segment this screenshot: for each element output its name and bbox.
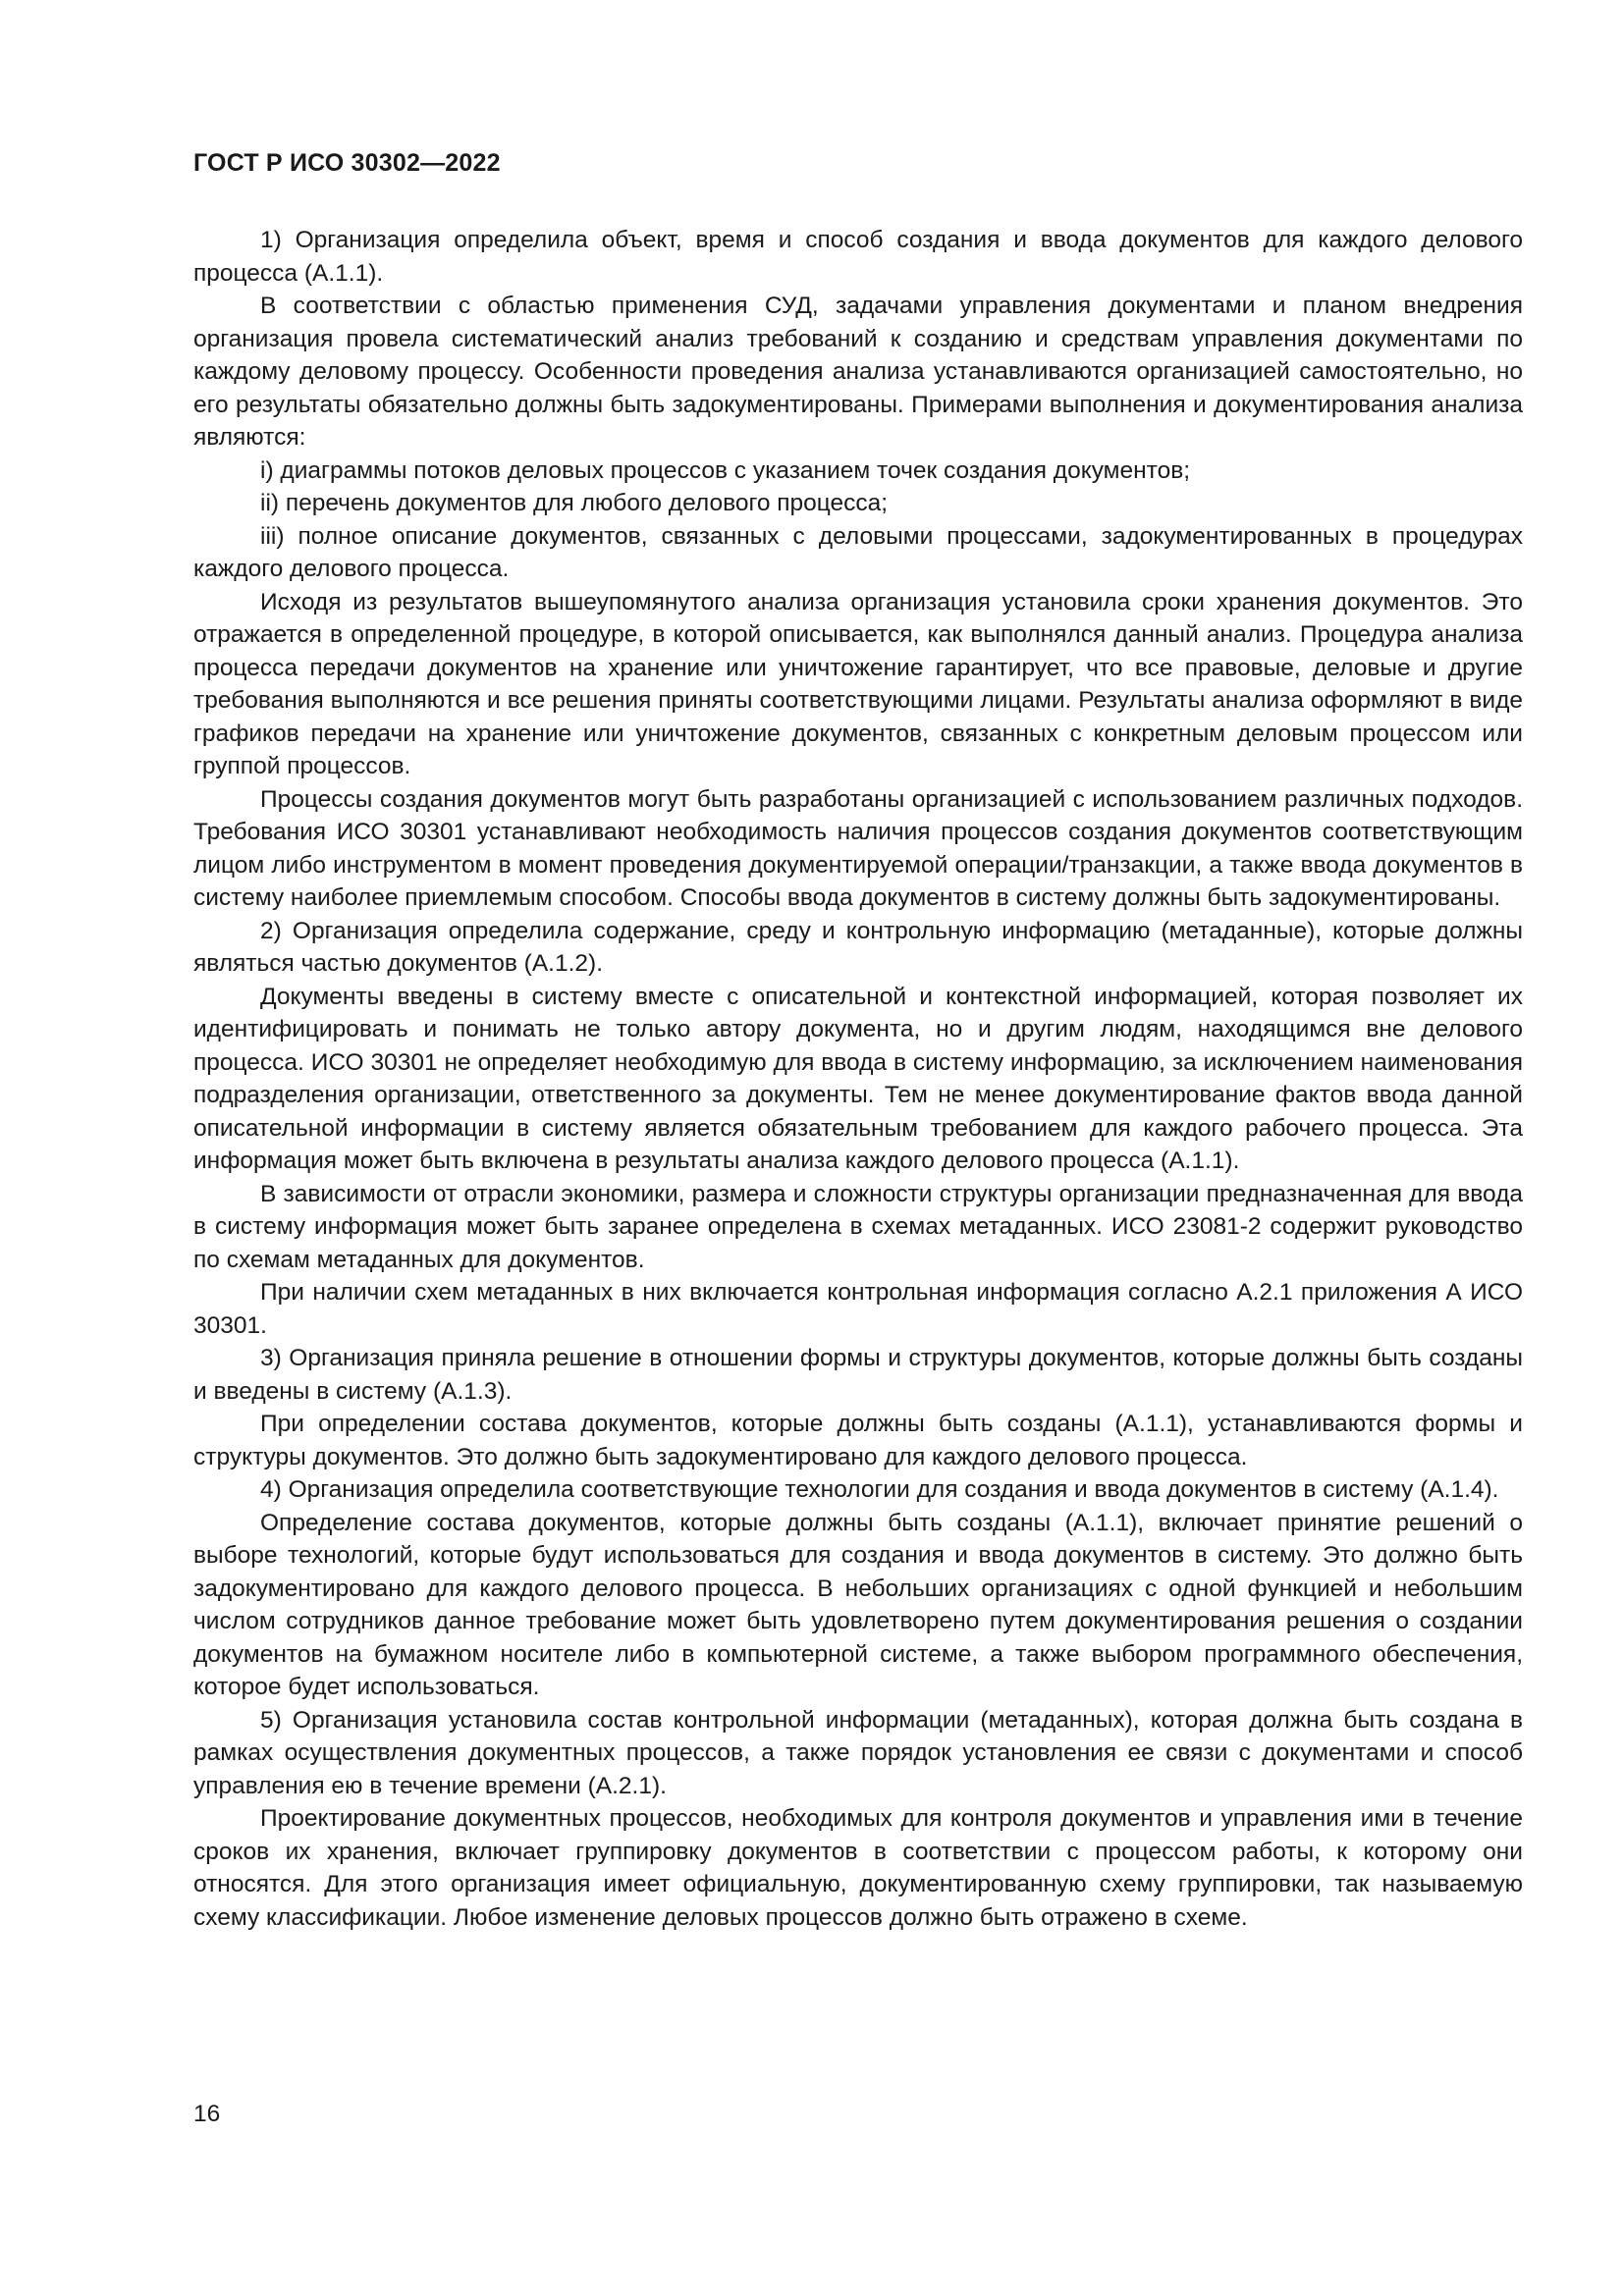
document-header: ГОСТ Р ИСО 30302—2022: [193, 149, 501, 177]
paragraph-item-4: 4) Организация определила соответствующие технологии для создания и ввода документов в систему (A.1.4).: [260, 1476, 1499, 1503]
paragraph-1: 1) Организация определила объект, время и способ создания и ввода документов для каждого делового процесса (A.1.1).: [193, 227, 1523, 287]
paragraph-item-3: 3) Организация приняла решение в отношении формы и структуры документов, которые должны быть созданы и введены в систему (A.1.3).: [193, 1345, 1523, 1405]
paragraph-metadata-schemes: В зависимости от отрасли экономики, размера и сложности структуры организации предназначенная для ввода в систему информация может быть заранее определена в схемах метаданных. ИСО 23081-2 содержит руководство по схемам метаданных для документов.: [193, 1180, 1523, 1273]
paragraph-control-info: При наличии схем метаданных в них включается контрольная информация согласно A.2.1 приложения А ИСО 30301.: [193, 1279, 1523, 1339]
list-item-ii: ii) перечень документов для любого делового процесса;: [260, 490, 889, 516]
page-number: 16: [193, 2101, 221, 2127]
paragraph-retention: Исходя из результатов вышеупомянутого анализа организация установила сроки хранения документов. Это отражается в определенной процедуре, в которой описывается, как выполнялся данный анализ. Процедура анализа процесса передачи документов на хранение или уничтожение гарантирует, что все правовые, деловые и другие требования выполняются и все решения приняты соответствующими лицами. Результаты анализа оформляют в виде графиков передачи на хранение или уничтожение документов, связанных с конкретным деловым процессом или группой процессов.: [193, 588, 1523, 779]
paragraph-2: В соответствии с областью применения СУД, задачами управления документами и планом внедрения организация провела систематический анализ требований к созданию и средствам управления документами по каждому деловому процессу. Особенности проведения анализа устанавливаются организацией самостоятельно, но его результаты обязательно должны быть задокументированы. Примерами выполнения и документирования анализа являются:: [193, 293, 1523, 451]
paragraph-creation-processes: Процессы создания документов могут быть разработаны организацией с использованием различных подходов. Требования ИСО 30301 устанавливают необходимость наличия процессов создания документов соответствующим лицом либо инструментом в момент проведения документируемой операции/транзакции, а также ввода документов в систему наиболее приемлемым способом. Способы ввода документов в систему должны быть задокументированы.: [193, 785, 1523, 911]
paragraph-forms-structures: При определении состава документов, которые должны быть созданы (A.1.1), устанавливаются формы и структуры документов. Это должно быть задокументировано для каждого делового процесса.: [193, 1411, 1523, 1470]
list-item-iii: iii) полное описание документов, связанных с деловыми процессами, задокументированных в процедурах каждого делового процесса.: [193, 522, 1523, 582]
paragraph-item-2: 2) Организация определила содержание, среду и контрольную информацию (метаданные), которые должны являться частью документов (A.1.2).: [193, 917, 1523, 977]
paragraph-classification: Проектирование документных процессов, необходимых для контроля документов и управления ими в течение сроков их хранения, включает группировку документов в соответствии с процессом работы, к которому они относятся. Для этого организация имеет официальную, документированную схему группировки, так называемую схему классификации. Любое изменение деловых процессов должно быть отражено в схеме.: [193, 1805, 1523, 1931]
list-item-i: i) диаграммы потоков деловых процессов с указанием точек создания документов;: [260, 456, 1191, 484]
paragraph-technologies: Определение состава документов, которые должны быть созданы (A.1.1), включает принятие решений о выборе технологий, которые будут использоваться для создания и ввода документов в систему. Это должно быть задокументировано для каждого делового процесса. В небольших организациях с одной функцией и небольшим числом сотрудников данное требование может быть удовлетворено путем документирования решения о создании документов на бумажном носителе либо в компьютерной системе, а также выбором программного обеспечения, которое будет использоваться.: [193, 1509, 1523, 1700]
paragraph-item-5: 5) Организация установила состав контрольной информации (метаданных), которая должна быть создана в рамках осуществления документных процессов, а также порядок установления ее связи с документами и способ управления ею в течение времени (A.2.1).: [193, 1706, 1523, 1799]
document-body: [193, 224, 1523, 1934]
paragraph-descriptive-info: Документы введены в систему вместе с описательной и контекстной информацией, которая позволяет их идентифицировать и понимать не только автору документа, но и другим людям, находящимся вне делового процесса. ИСО 30301 не определяет необходимую для ввода в систему информацию, за исключением наименования подразделения организации, ответственного за документы. Тем не менее документирование фактов ввода данной описательной информации в систему является обязательным требованием для каждого рабочего процесса. Эта информация может быть включена в результаты анализа каждого делового процесса (A.1.1).: [193, 983, 1523, 1174]
